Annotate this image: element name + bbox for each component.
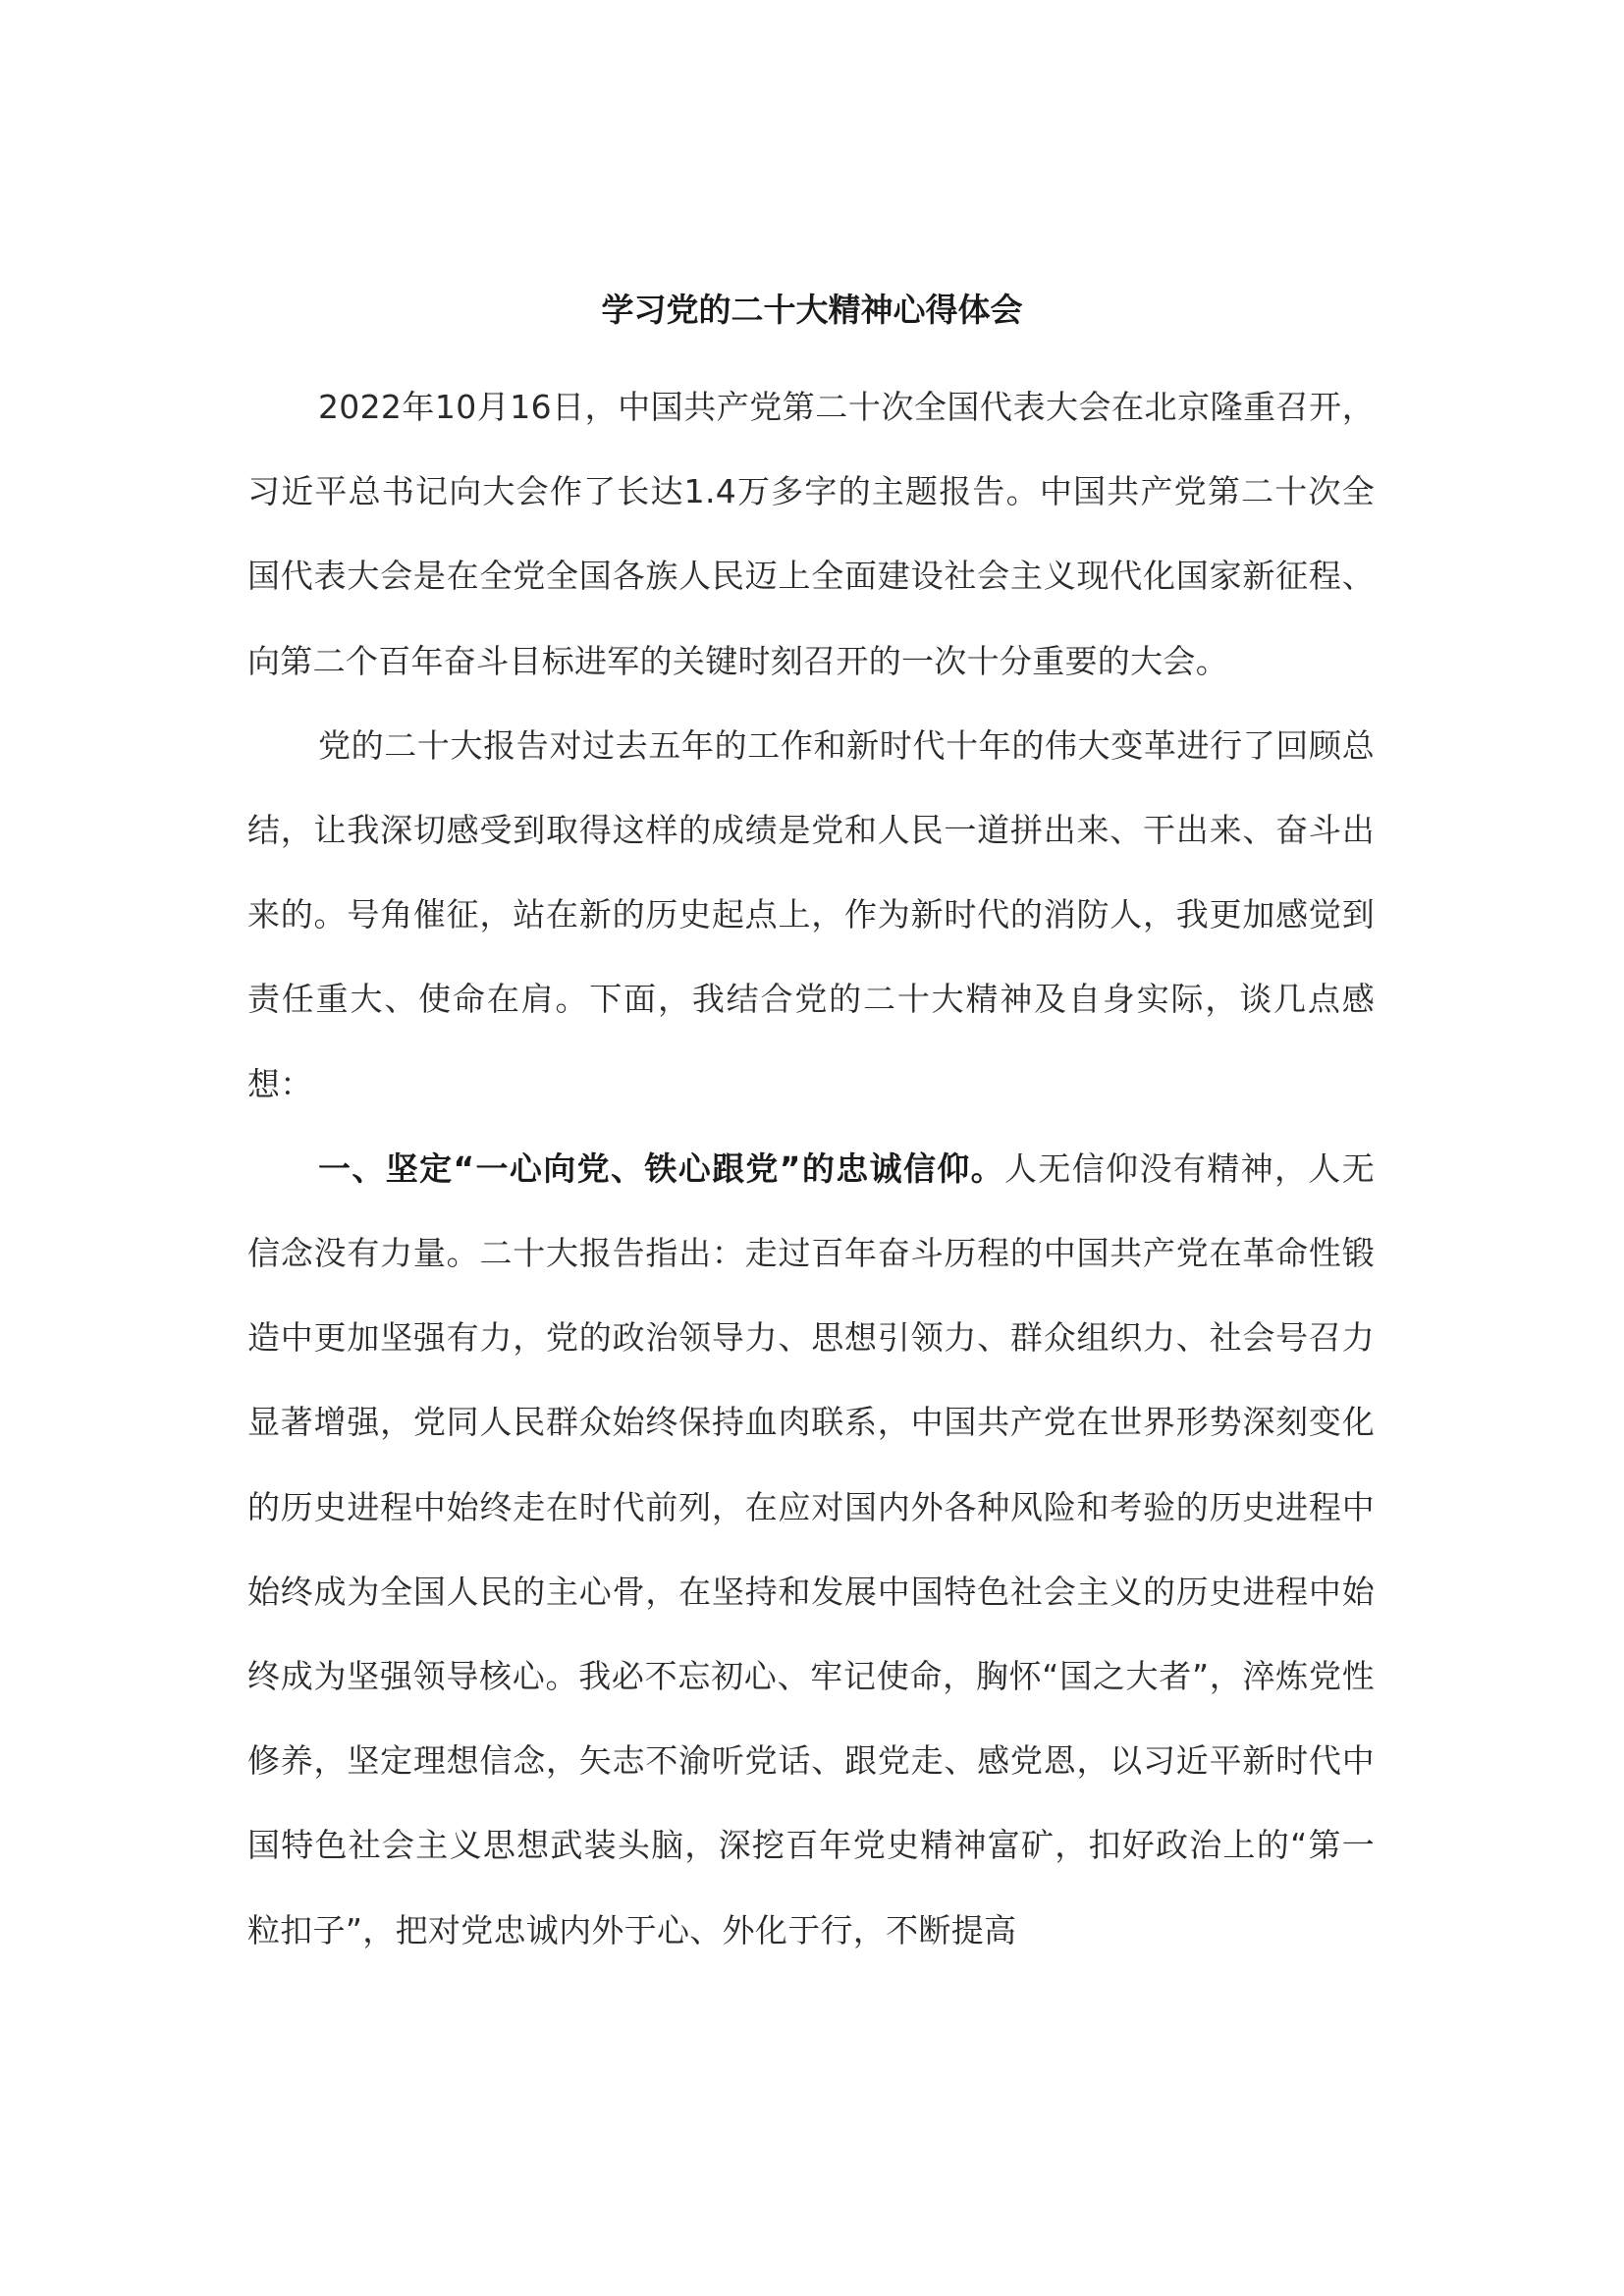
paragraph-intro: [247, 365, 1375, 704]
paragraph-text: 2022年10月16日，中国共产党第二十次全国代表大会在北京隆重召开，习近平总书记向大会作了长达1.4万多字的主题报告。中国共产党第二十次全国代表大会是在全党全国各族人民迈上全面建设社会主义现代化国家新征程、向第二个百年奋斗目标进军的关键时刻召开的一次十分重要的大会。: [247, 388, 1375, 680]
document-title: 学习党的二十大精神心得体会: [601, 291, 1023, 330]
paragraph-review: [247, 704, 1375, 1127]
section-heading: 一、坚定“一心向党、铁心跟党”的忠诚信仰。: [318, 1148, 1005, 1188]
paragraph-text: 人无信仰没有精神，人无信念没有力量。二十大报告指出：走过百年奋斗历程的中国共产党在革命性锻造中更加坚强有力，党的政治领导力、思想引领力、群众组织力、社会号召力显著增强，党同人民群众始终保持血肉联系，中国共产党在世界形势深刻变化的历史进程中始终走在时代前列，在应对国内外各种风险和考验的历史进程中始终成为全国人民的主心骨，在坚持和发展中国特色社会主义的历史进程中始终成为坚强领导核心。我必不忘初心、牢记使命，胸怀“国之大者”，淬炼党性修养，坚定理想信念，矢志不渝听党话、跟党走、感党恩，以习近平新时代中国特色社会主义思想武装头脑，深挖百年党史精神富矿，扣好政治上的“第一粒扣子”，把对党忠诚内外于心、外化于行，不断提高: [247, 1148, 1375, 1949]
paragraph-section-one: [247, 1127, 1375, 1973]
document-body: [247, 365, 1375, 1973]
paragraph-text: 党的二十大报告对过去五年的工作和新时代十年的伟大变革进行了回顾总结，让我深切感受到取得这样的成绩是党和人民一道拼出来、干出来、奋斗出来的。号角催征，站在新的历史起点上，作为新时代的消防人，我更加感觉到责任重大、使命在肩。下面，我结合党的二十大精神及自身实际，谈几点感想：: [247, 725, 1375, 1103]
